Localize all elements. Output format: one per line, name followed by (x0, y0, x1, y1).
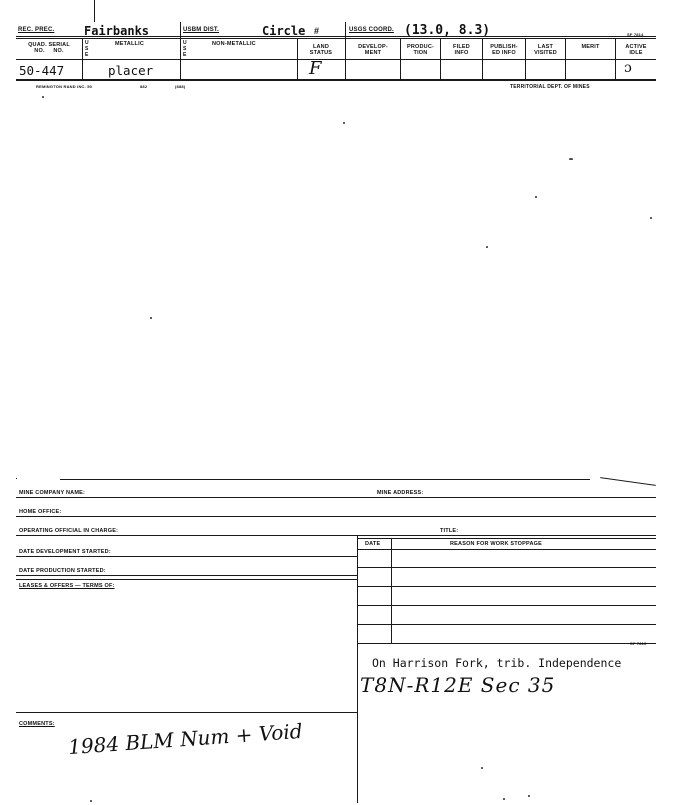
scan-speck (528, 795, 530, 797)
comments-label: COMMENTS: (19, 721, 55, 727)
comments-handwritten: 1984 BLM Num + Void (67, 718, 304, 760)
col-metallic: METALLIC (115, 41, 144, 47)
land-status-value: F (309, 58, 322, 79)
usbm-dist-label: USBM DIST. (183, 27, 220, 33)
scan-speck (481, 767, 483, 769)
scan-speck (486, 246, 488, 248)
col-nonmetallic: NON-METALLIC (212, 41, 256, 47)
date-production-label: DATE PRODUCTION STARTED: (19, 568, 106, 574)
tick-mark (94, 0, 95, 22)
scan-speck (150, 317, 152, 319)
home-office-label: HOME OFFICE: (19, 509, 62, 515)
location-handwritten: T8N-R12E Sec 35 (360, 673, 556, 697)
mine-address-label: MINE ADDRESS: (377, 490, 424, 496)
stoppage-date-header: DATE (365, 541, 381, 547)
scan-speck (650, 217, 652, 219)
scan-speck (569, 158, 573, 160)
operating-official-label: OPERATING OFFICIAL IN CHARGE: (19, 528, 119, 534)
card-bottom-border (16, 79, 656, 81)
rec-prec-label: REC. PREC. (18, 27, 55, 33)
date-development-label: DATE DEVELOPMENT STARTED: (19, 549, 111, 555)
col-merit: MERIT (581, 44, 600, 50)
scan-speck (343, 122, 345, 124)
col-last-visited: LAST VISITED (534, 44, 557, 56)
col-production: PRODUC- TION (406, 44, 435, 56)
scan-speck (42, 96, 44, 98)
col-filed-info: FILED INFO (453, 44, 470, 56)
printer-code-2: (888) (175, 84, 186, 89)
usbm-dist-value: Circle (262, 24, 306, 38)
metallic-value: placer (108, 63, 154, 78)
header-divider (16, 59, 656, 60)
col-quad-serial: QUAD. SERIAL NO. NO. (28, 42, 70, 54)
dept-name: TERRITORIAL DEPT. OF MINES (510, 84, 590, 90)
scan-speck (90, 800, 92, 802)
usgs-coord-label: USGS COORD. (349, 27, 394, 33)
stoppage-reason-header: REASON FOR WORK STOPPAGE (450, 541, 542, 547)
usgs-coord-value: (13.0, 8.3) (404, 23, 491, 38)
col-published-info: PUBLISH- ED INFO (490, 44, 518, 56)
printer-code: 882 (140, 84, 148, 89)
col-land-status: LAND STATUS (309, 44, 333, 56)
serial-number-value: 50-447 (19, 63, 65, 78)
scan-speck (503, 798, 505, 800)
mine-company-name-label: MINE COMPANY NAME: (19, 490, 86, 496)
printer-imprint: REMINGTON RAND INC. 50 (36, 84, 93, 89)
col-active-idle: ACTIVE IDLE (625, 44, 647, 56)
col-use-metallic: U S E (85, 40, 89, 58)
location-typed: On Harrison Fork, trib. Independence (372, 656, 622, 670)
hash-mark-icon: # (314, 26, 320, 36)
form-number: SF 7814 (627, 32, 644, 37)
rec-prec-value: Fairbanks (84, 24, 150, 38)
col-use-nonmetallic: U S E (183, 40, 187, 58)
row1-divider (16, 38, 656, 39)
leases-offers-label: LEASES & OFFERS — TERMS OF: (19, 583, 115, 589)
title-label: TITLE: (440, 528, 459, 534)
scan-speck (535, 196, 537, 198)
active-idle-scribble-icon: ɔ (624, 60, 632, 76)
col-development: DEVELOP- MENT (358, 44, 388, 56)
form-number-bottom: SF 7815 (630, 641, 647, 646)
